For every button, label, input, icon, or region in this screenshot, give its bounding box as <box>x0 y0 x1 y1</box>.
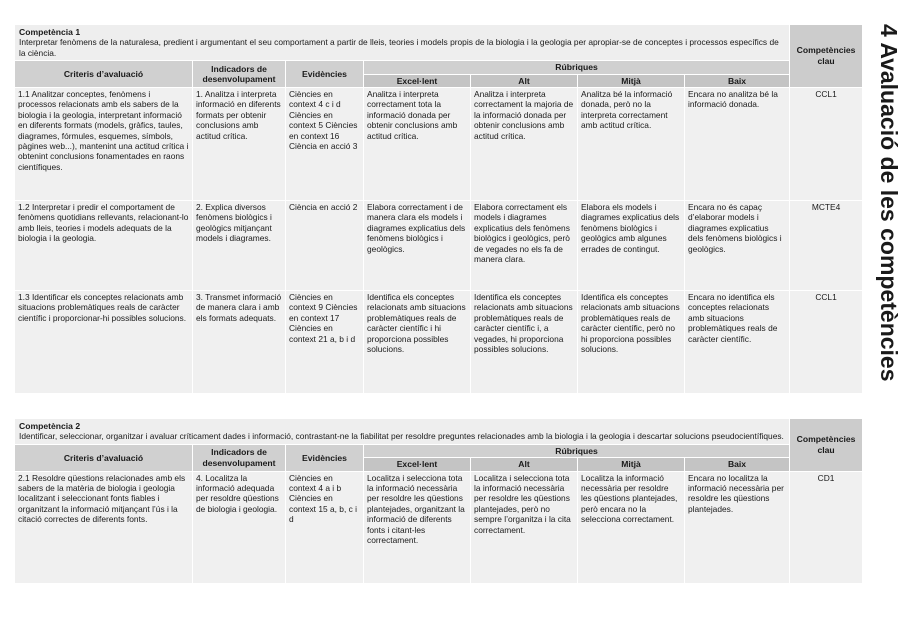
indicadors-header: Indicadors de desenvolupament <box>193 444 286 471</box>
section-title-vertical <box>868 24 908 382</box>
excellent-cell: Localitza i selecciona tota la informació necessària per resoldre les qüestions plantejades, organitzant la informació de diferents fonts i citant-les correctament. <box>364 471 471 583</box>
alt-cell: Analitza i interpreta correctament la majoria de la informació donada per obtenir conclusions amb actitud crítica. <box>471 88 578 201</box>
evidencies-cell: Ciències en context 4 c i d Ciències en context 5 Ciències en context 16 Ciència en acció 3 <box>286 88 364 201</box>
mitja-cell: Analitza bé la informació donada, però no la interpreta correctament amb actitud crítica. <box>578 88 685 201</box>
mitja-header: Mitjà <box>578 458 685 471</box>
excellent-cell: Analitza i interpreta correctament tota la informació donada per obtenir conclusions amb actitud crítica. <box>364 88 471 201</box>
baix-header: Baix <box>685 74 790 87</box>
section-title-text: 4 Avaluació de les competències <box>876 24 902 382</box>
competencia-2-block <box>14 418 862 584</box>
alt-cell: Elabora correctament els models i diagrames explicatius dels fenòmens biològics i geològics, però de vegades no els fa de manera clara. <box>471 201 578 291</box>
criteris-header: Criteris d’avaluació <box>15 61 193 88</box>
baix-cell: Encara no analitza bé la informació donada. <box>685 88 790 201</box>
indicador-cell: 3. Transmet informació de manera clara i amb els formats adequats. <box>193 291 286 394</box>
evidencies-header: Evidències <box>286 61 364 88</box>
evidencies-header: Evidències <box>286 444 364 471</box>
baix-cell: Encara no és capaç d’elaborar models i diagrames explicatius dels fenòmens biològics i geològics. <box>685 201 790 291</box>
alt-header: Alt <box>471 458 578 471</box>
table-row <box>15 201 863 291</box>
baix-cell: Encara no identifica els conceptes relacionats amb situacions problemàtiques reals de caràcter científic. <box>685 291 790 394</box>
mitja-cell: Elabora els models i diagrames explicatius dels fenòmens biològics i geològics amb algunes errades de contingut. <box>578 201 685 291</box>
indicadors-header: Indicadors de desenvolupament <box>193 61 286 88</box>
alt-header: Alt <box>471 74 578 87</box>
competencia-1-block <box>14 24 862 394</box>
competencia-header <box>15 25 790 61</box>
table-row <box>15 471 863 583</box>
clau-cell: CD1 <box>790 471 863 583</box>
baix-header: Baix <box>685 458 790 471</box>
competencia-description: Identificar, seleccionar, organitzar i avaluar críticament dades i informació, contrastant-ne la fiabilitat per resoldre preguntes relacionades amb la biologia i la geologia i descartar solucions pseudocientífiques. <box>19 431 784 442</box>
mitja-cell: Localitza la informació necessària per resoldre les qüestions plantejades, però encara no la selecciona correctament. <box>578 471 685 583</box>
table-row <box>15 88 863 201</box>
indicador-cell: 2. Explica diversos fenòmens biològics i geològics mitjançant models i diagrames. <box>193 201 286 291</box>
criteris-header: Criteris d’avaluació <box>15 444 193 471</box>
excellent-header: Excel·lent <box>364 458 471 471</box>
excellent-header: Excel·lent <box>364 74 471 87</box>
clau-cell: CCL1 <box>790 88 863 201</box>
evidencies-cell: Ciències en context 9 Ciències en context 17 Ciències en context 21 a, b i d <box>286 291 364 394</box>
competencia-1-table <box>14 24 863 394</box>
clau-cell: CCL1 <box>790 291 863 394</box>
criteri-cell: 1.3 Identificar els conceptes relacionats amb situacions problemàtiques reals de caràcter científic i proporcionar-hi possibles solucions. <box>15 291 193 394</box>
mitja-cell: Identifica els conceptes relacionats amb situacions problemàtiques reals de caràcter científic, però no hi proporciona possibles solucions. <box>578 291 685 394</box>
competencies-clau-header: Competències clau <box>790 419 863 472</box>
baix-cell: Encara no localitza la informació necessària per resoldre les qüestions plantejades. <box>685 471 790 583</box>
mitja-header: Mitjà <box>578 74 685 87</box>
competencia-header <box>15 419 790 445</box>
alt-cell: Identifica els conceptes relacionats amb situacions problemàtiques reals de caràcter científic i, a vegades, hi proporciona possibles solucions. <box>471 291 578 394</box>
evidencies-cell: Ciències en context 4 a i b Ciències en context 15 a, b, c i d <box>286 471 364 583</box>
alt-cell: Localitza i selecciona tota la informació necessària per resoldre les qüestions plantejades, però no sempre l’organitza i la cita correctament. <box>471 471 578 583</box>
competencies-clau-header: Competències clau <box>790 25 863 88</box>
evidencies-cell: Ciència en acció 2 <box>286 201 364 291</box>
criteri-cell: 2.1 Resoldre qüestions relacionades amb els sabers de la matèria de biologia i geologia localitzant i seleccionant fonts fiables i organitzant la informació mitjançant l’ús i la citació correctes de diferents fonts. <box>15 471 193 583</box>
rubriques-header: Rúbriques <box>364 61 790 74</box>
competencia-description: Interpretar fenòmens de la naturalesa, predient i argumentant el seu comportament a partir de lleis, teories i models propis de la biologia i la geologia per apropiar-se de conceptes i processos específics de la ciència. <box>19 37 779 58</box>
table-row <box>15 291 863 394</box>
indicador-cell: 1. Analitza i interpreta informació en diferents formats per obtenir conclusions amb actitud crítica. <box>193 88 286 201</box>
competencia-title: Competència 2 <box>19 421 81 431</box>
rubriques-header: Rúbriques <box>364 444 790 457</box>
indicador-cell: 4. Localitza la informació adequada per resoldre qüestions de biologia i geologia. <box>193 471 286 583</box>
competencia-2-table <box>14 418 863 584</box>
clau-cell: MCTE4 <box>790 201 863 291</box>
criteri-cell: 1.2 Interpretar i predir el comportament de fenòmens quotidians rellevants, relacionant-lo amb lleis, teories i models adequats de la biologia i la geologia. <box>15 201 193 291</box>
excellent-cell: Identifica els conceptes relacionats amb situacions problemàtiques reals de caràcter científic i hi proporciona possibles solucions. <box>364 291 471 394</box>
criteri-cell: 1.1 Analitzar conceptes, fenòmens i processos relacionats amb els sabers de la biologia i la geologia, interpretant informació en diferents formats (models, gràfics, taules, diagrames, fórmules, esquemes, símbols, pàgines web...), mantenint una actitud crítica i obtenint conclusions fonamentades en raons científiques. <box>15 88 193 201</box>
competencia-title: Competència 1 <box>19 27 81 37</box>
excellent-cell: Elabora correctament i de manera clara els models i diagrames explicatius dels fenòmens biològics i geològics. <box>364 201 471 291</box>
